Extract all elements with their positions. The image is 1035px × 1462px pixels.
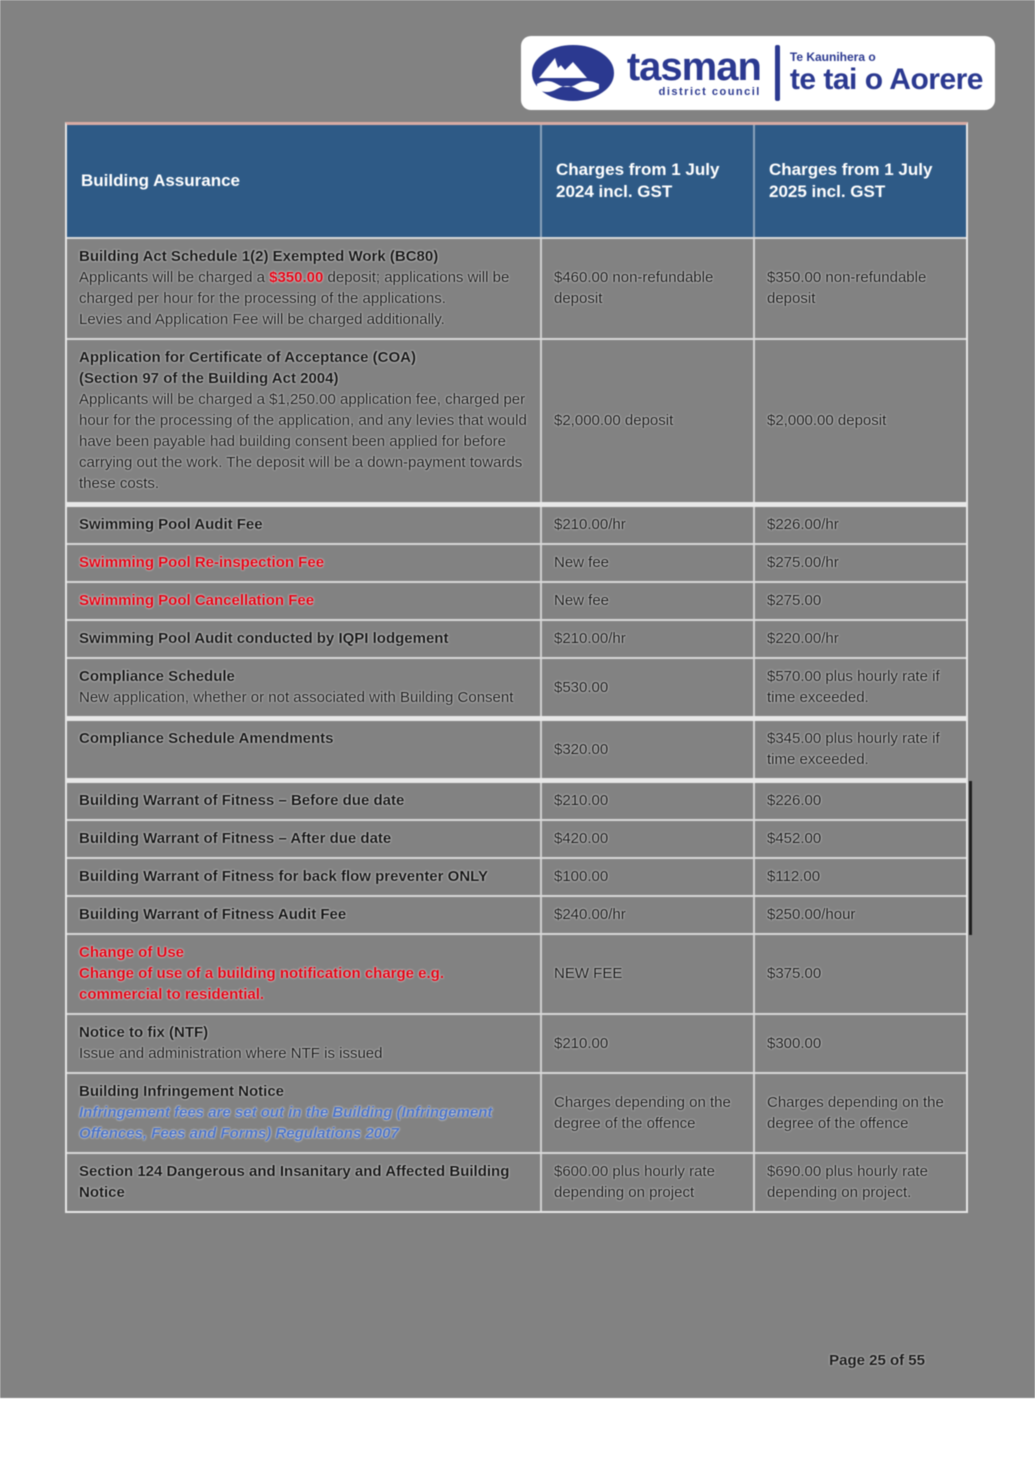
table-row bbox=[67, 1013, 966, 1072]
fee-description-text: deposit; applications will be charged per hour for the processing of the applications. bbox=[79, 269, 510, 307]
table-row bbox=[67, 619, 966, 657]
fee-title: Compliance Schedule bbox=[79, 668, 235, 685]
charge-2024-cell: $210.00 bbox=[540, 783, 753, 819]
table-row bbox=[67, 895, 966, 933]
table-row bbox=[67, 819, 966, 857]
fee-title: Section 124 Dangerous and Insanitary and Affected Building Notice bbox=[79, 1163, 510, 1201]
table-row bbox=[67, 857, 966, 895]
fee-title: Building Warrant of Fitness – Before due date bbox=[79, 792, 405, 809]
charge-2025-cell: $375.00 bbox=[753, 935, 968, 1013]
fee-title-new: Swimming Pool Cancellation Fee bbox=[79, 592, 315, 609]
fee-description-new: Change of use of a building notification charge e.g. commercial to residential. bbox=[79, 965, 445, 1003]
fee-subtitle: (Section 97 of the Building Act 2004) bbox=[79, 370, 339, 387]
charge-2024-cell: $210.00 bbox=[540, 1015, 753, 1072]
fee-title: Swimming Pool Audit Fee bbox=[79, 516, 263, 533]
charge-2025-cell: $570.00 plus hourly rate if time exceeded. bbox=[753, 659, 968, 716]
table-row bbox=[67, 778, 966, 819]
table-row bbox=[67, 933, 966, 1013]
fee-title-new: Change of Use bbox=[79, 944, 185, 961]
header-building-assurance: Building Assurance bbox=[81, 170, 241, 190]
fee-description: New application, whether or not associated with Building Consent bbox=[79, 689, 514, 706]
charge-2025-cell: $250.00/hour bbox=[753, 897, 968, 933]
table-row bbox=[67, 716, 966, 778]
charge-2024-cell: $530.00 bbox=[540, 659, 753, 716]
tasman-mountain-icon bbox=[529, 42, 617, 104]
logo-divider bbox=[775, 45, 780, 101]
charge-2024-cell: NEW FEE bbox=[540, 935, 753, 1013]
charge-2025-cell: $226.00 bbox=[753, 783, 968, 819]
table-row bbox=[67, 581, 966, 619]
header-charges-2024: Charges from 1 July 2024 incl. GST bbox=[540, 125, 753, 237]
table-row bbox=[67, 543, 966, 581]
fee-title: Compliance Schedule Amendments bbox=[79, 730, 334, 747]
charge-2024-cell: New fee bbox=[540, 583, 753, 619]
charge-2025-cell: $350.00 non-refundable deposit bbox=[753, 239, 968, 338]
building-assurance-fee-table bbox=[65, 122, 968, 1213]
charge-2025-cell: $2,000.00 deposit bbox=[753, 340, 968, 502]
charge-2024-cell: $240.00/hr bbox=[540, 897, 753, 933]
fee-title: Building Warrant of Fitness for back flow preventer ONLY bbox=[79, 868, 488, 885]
table-row bbox=[67, 502, 966, 543]
charge-2024-cell: $460.00 non-refundable deposit bbox=[540, 239, 753, 338]
table-row bbox=[67, 338, 966, 502]
charge-2025-cell: $345.00 plus hourly rate if time exceeded. bbox=[753, 721, 968, 778]
charge-2024-cell: $2,000.00 deposit bbox=[540, 340, 753, 502]
fee-title: Building Act Schedule 1(2) Exempted Work (BC80) bbox=[79, 248, 439, 265]
fee-description: Levies and Application Fee will be charged additionally. bbox=[79, 311, 445, 328]
table-row bbox=[67, 657, 966, 716]
fee-title: Building Warrant of Fitness Audit Fee bbox=[79, 906, 347, 923]
fee-title: Building Infringement Notice bbox=[79, 1083, 284, 1100]
table-row bbox=[67, 1072, 966, 1152]
table-header-row bbox=[67, 125, 966, 237]
charge-2024-cell: $100.00 bbox=[540, 859, 753, 895]
charge-2024-cell: $600.00 plus hourly rate depending on project bbox=[540, 1154, 753, 1211]
table-row bbox=[67, 237, 966, 338]
charge-2025-cell: $275.00 bbox=[753, 583, 968, 619]
table-row bbox=[67, 1152, 966, 1211]
charge-2025-cell: $220.00/hr bbox=[753, 621, 968, 657]
charge-2024-cell: $210.00/hr bbox=[540, 507, 753, 543]
tasman-council-logo bbox=[521, 36, 995, 110]
charge-2024-cell: $420.00 bbox=[540, 821, 753, 857]
charge-2025-cell: $275.00/hr bbox=[753, 545, 968, 581]
charge-2025-cell: $690.00 plus hourly rate depending on project. bbox=[753, 1154, 968, 1211]
fee-description: Issue and administration where NTF is issued bbox=[79, 1045, 383, 1062]
fee-description-text: Applicants will be charged a bbox=[79, 269, 270, 286]
maori-name-large: te tai o Aorere bbox=[789, 63, 983, 97]
charge-2024-cell: Charges depending on the degree of the offence bbox=[540, 1074, 753, 1152]
brand-name: tasman bbox=[626, 44, 761, 89]
fee-title: Building Warrant of Fitness – After due date bbox=[79, 830, 392, 847]
regulation-note: Infringement fees are set out in the Building (Infringement Offences, Fees and Forms) Regulations 2007 bbox=[79, 1104, 493, 1142]
fee-title: Application for Certificate of Acceptance (COA) bbox=[79, 349, 416, 366]
fee-description: Applicants will be charged a $1,250.00 application fee, charged per hour for the processing of the application, and any levies that would have been payable had building consent been applied for before carrying out the work. The deposit will be a down-payment towards these costs. bbox=[79, 391, 527, 492]
fee-description bbox=[79, 267, 528, 309]
fee-title: Notice to fix (NTF) bbox=[79, 1024, 209, 1041]
fee-title: Swimming Pool Audit conducted by IQPI lodgement bbox=[79, 630, 449, 647]
charge-2024-cell: New fee bbox=[540, 545, 753, 581]
maori-name-small: Te Kaunihera o bbox=[789, 50, 876, 65]
charge-2024-cell: $320.00 bbox=[540, 721, 753, 778]
charge-2024-cell: $210.00/hr bbox=[540, 621, 753, 657]
page-bottom-margin bbox=[0, 1398, 1035, 1462]
charge-2025-cell: $226.00/hr bbox=[753, 507, 968, 543]
charge-2025-cell: $452.00 bbox=[753, 821, 968, 857]
charge-2025-cell: $300.00 bbox=[753, 1015, 968, 1072]
charge-2025-cell: $112.00 bbox=[753, 859, 968, 895]
fee-title-new: Swimming Pool Re-inspection Fee bbox=[79, 554, 325, 571]
highlighted-amount: $350.00 bbox=[269, 269, 324, 286]
charge-2025-cell: Charges depending on the degree of the offence bbox=[753, 1074, 968, 1152]
header-charges-2025: Charges from 1 July 2025 incl. GST bbox=[753, 125, 968, 237]
page-number: Page 25 of 55 bbox=[829, 1352, 925, 1369]
brand-subtitle: district council bbox=[658, 85, 761, 98]
